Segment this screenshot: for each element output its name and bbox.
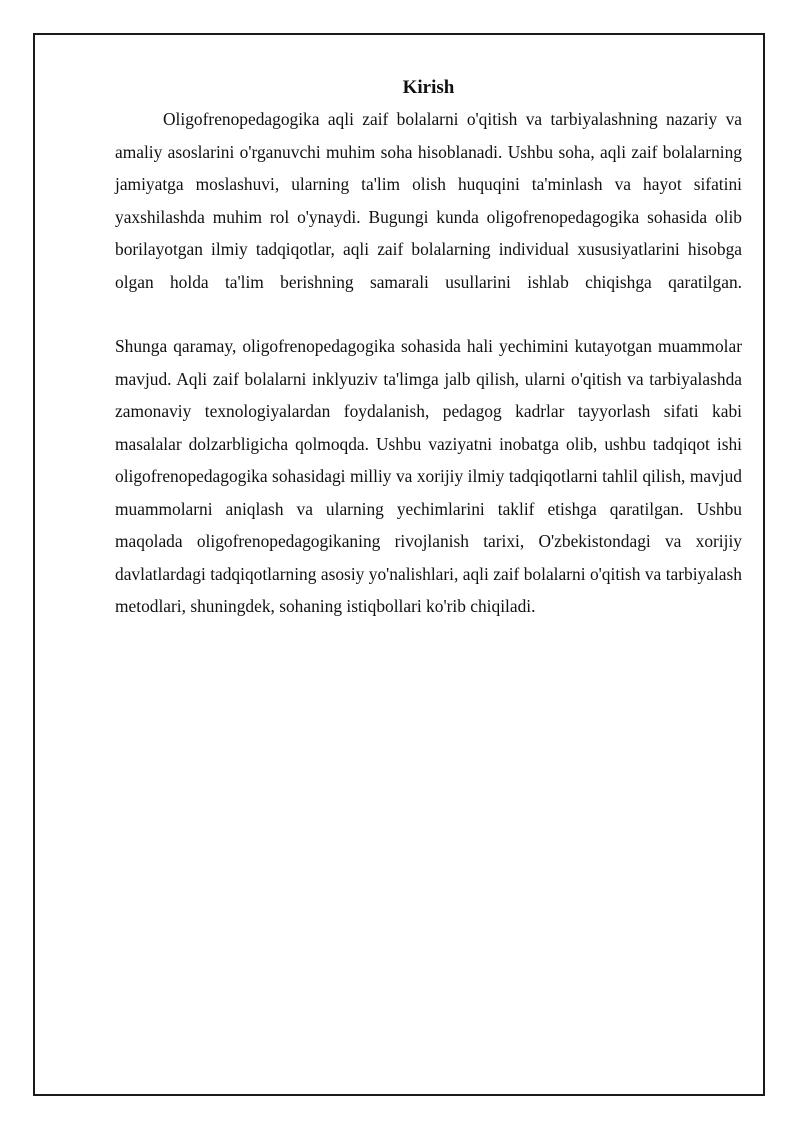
paragraph-second: Shunga qaramay, oligofrenopedagogika sohasida hali yechimini kutayotgan muammolar mavjud. Aqli zaif bolalarni inklyuziv ta'limga jalb qilish, ularni o'qitish va tarbiyalashda zamonaviy texnologiyalardan foydalanish, pedagog kadrlar tayyorlash sifati kabi masalalar dolzarbligicha qolmoqda. Ushbu vaziyatni inobatga olib, ushbu tadqiqot ishi oligofrenopedagogika sohasidagi milliy va xorijiy ilmiy tadqiqotlarni tahlil qilish, mavjud muammolarni aniqlash va ularning yechimlarini taklif etishga qaratilgan. Ushbu maqolada oligofrenopedagogikaning rivojlanish tarixi, O'zbekistondagi va xorijiy davlatlardagi tadqiqotlarning asosiy yo'nalishlari, aqli zaif bolalarni o'qitish va tarbiyalash metodlari, shuningdek, sohaning istiqbollari ko'rib chiqiladi. xyxy=(115,336,742,616)
document-body xyxy=(115,76,742,623)
paragraph-spacer xyxy=(115,298,742,330)
paragraph-intro: Oligofrenopedagogika aqli zaif bolalarni o'qitish va tarbiyalashning nazariy va amaliy asoslarini o'rganuvchi muhim soha hisoblanadi. Ushbu soha, aqli zaif bolalarning jamiyatga moslashuvi, ularning ta'lim olish huquqini ta'minlash va hayot sifatini yaxshilashda muhim rol o'ynaydi. Bugungi kunda oligofrenopedagogika sohasida olib borilayotgan ilmiy tadqiqotlar, aqli zaif bolalarning individual xususiyatlarini hisobga olgan holda ta'lim berishning samarali usullarini ishlab chiqishga qaratilgan. xyxy=(115,109,742,292)
page-title: Kirish xyxy=(402,77,455,98)
